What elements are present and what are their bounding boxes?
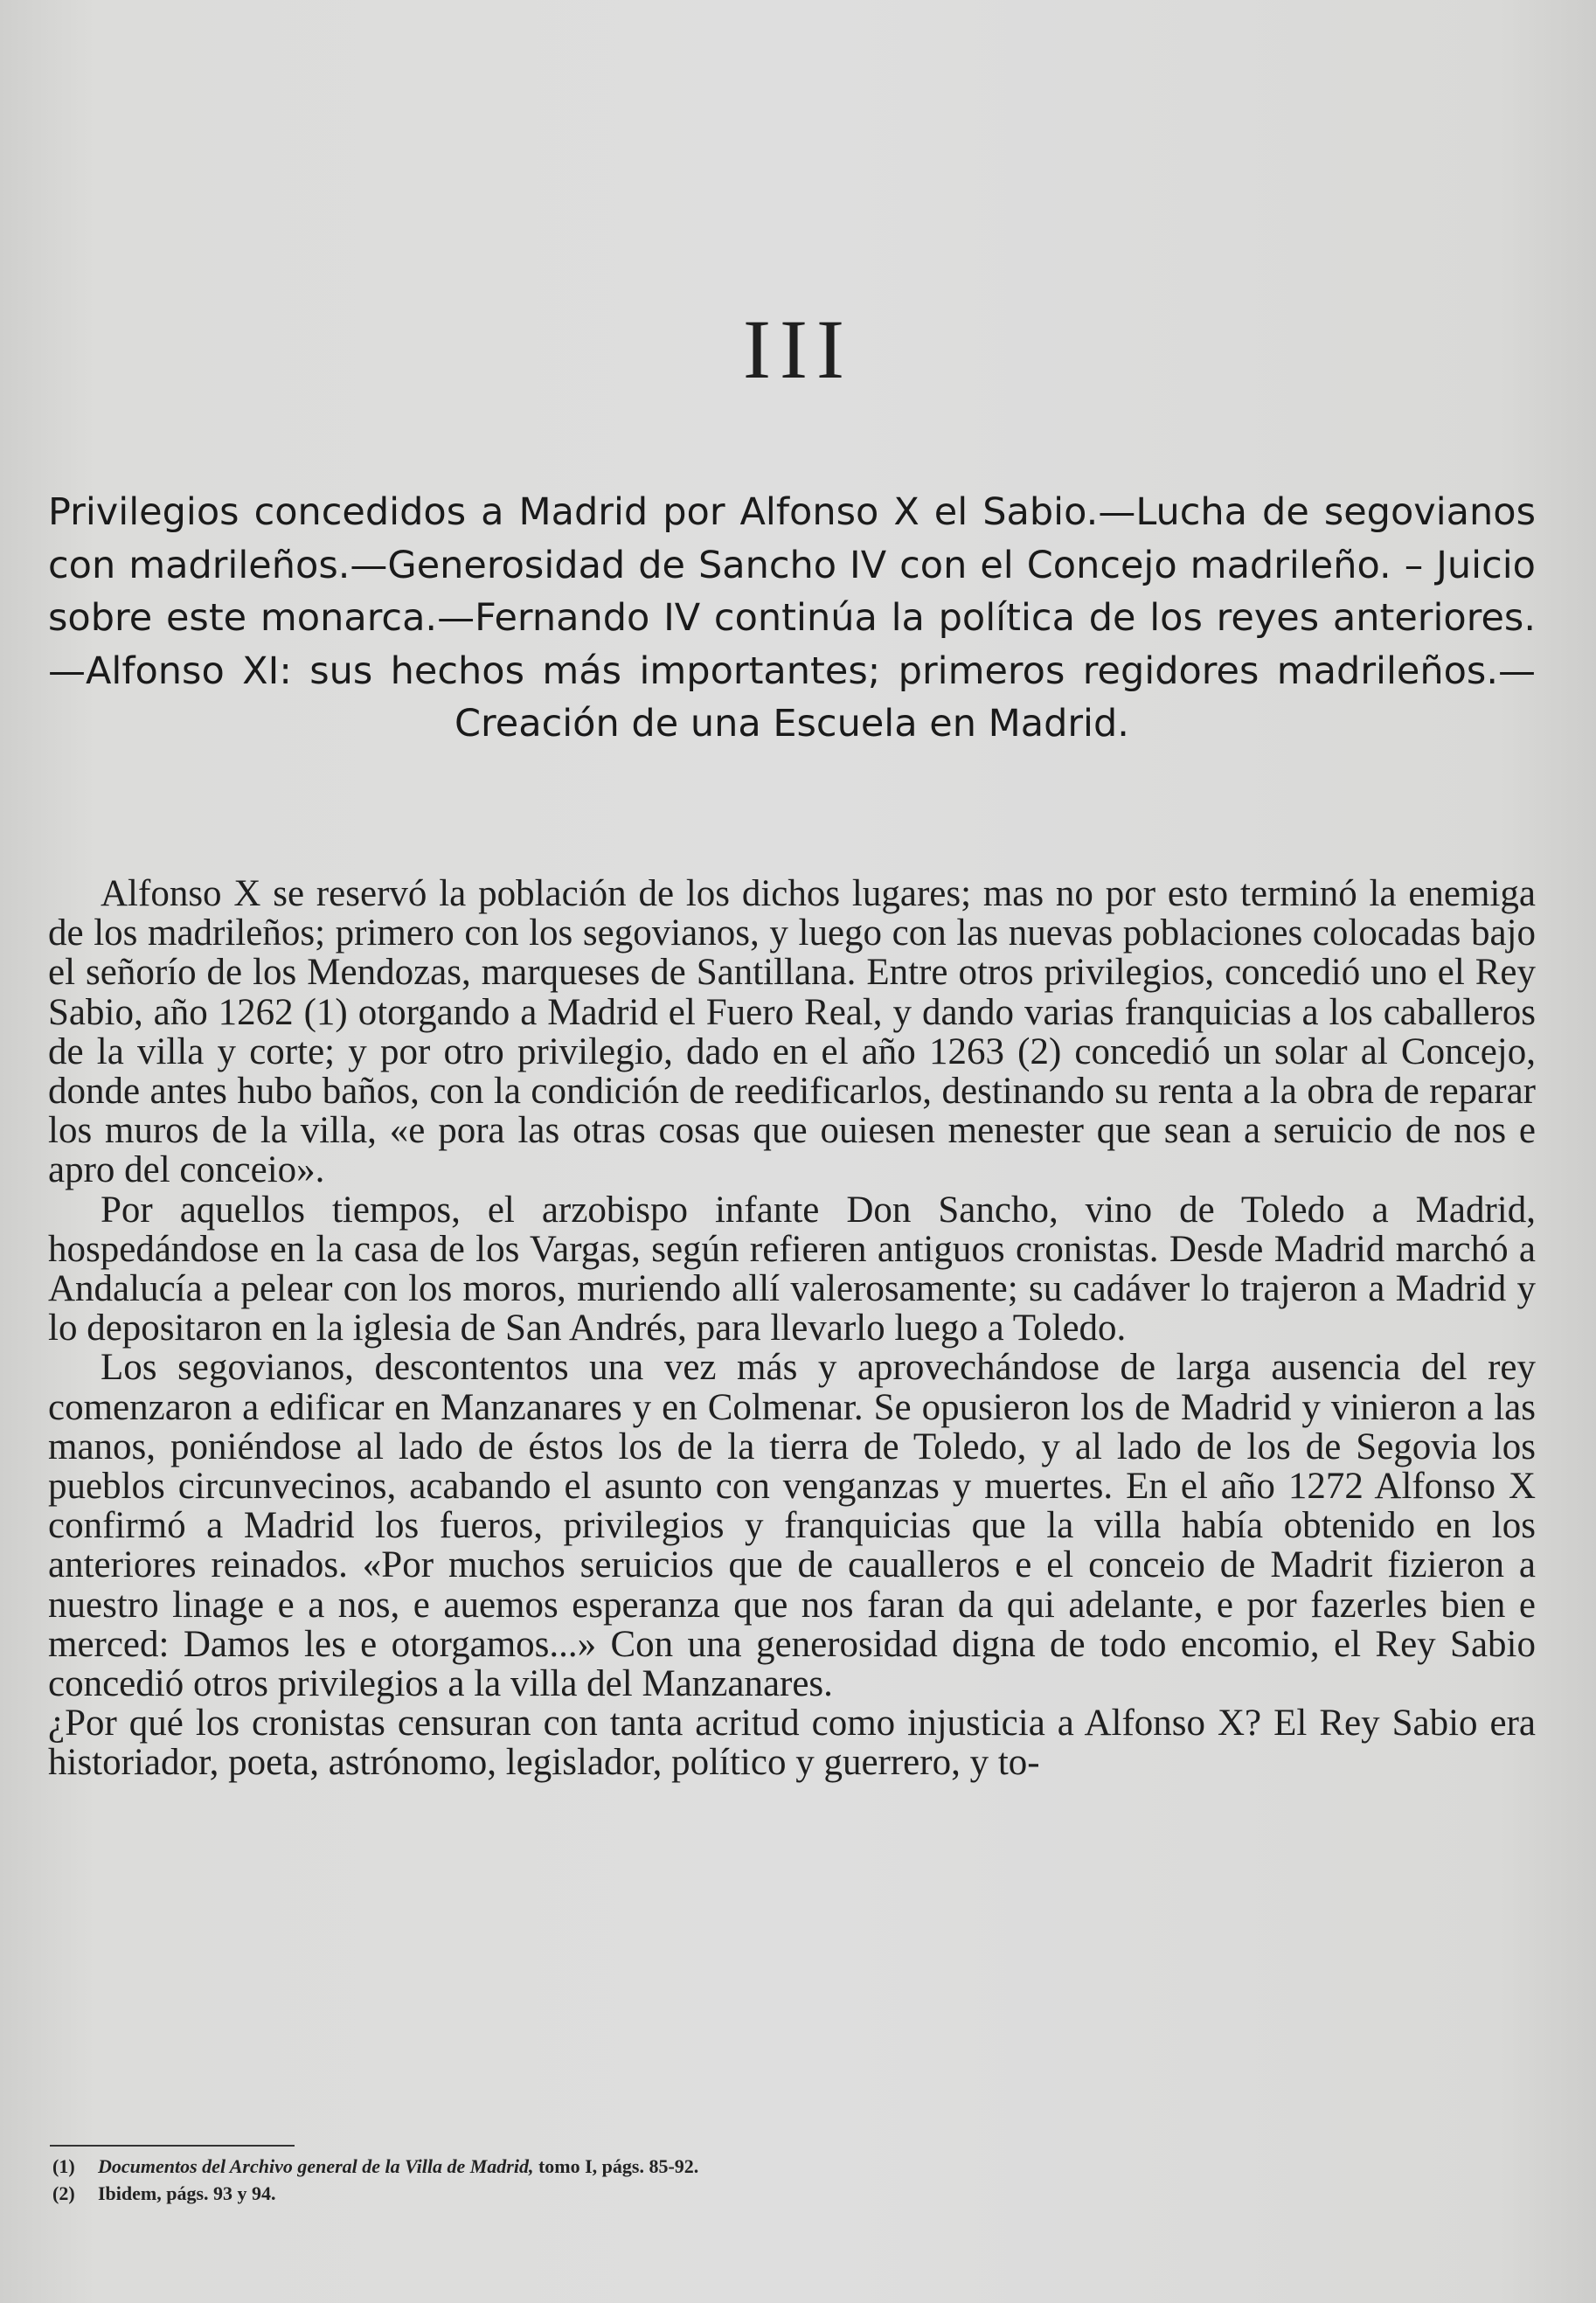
footnote-2 (52, 2180, 1451, 2207)
body-text (48, 874, 1536, 1783)
footnote-1 (52, 2153, 1451, 2180)
footnote-mark: (2) (52, 2182, 75, 2204)
footnote-mark: (1) (52, 2155, 75, 2177)
chapter-summary: Privilegios concedidos a Madrid por Alfonso X el Sabio.—Lucha de segovianos con madrileños.—Generosidad de Sancho IV con el Concejo madrileño. – Juicio sobre este monarca.—Fernando IV continúa la política de los reyes anteriores.—Alfonso XI: sus hechos más importantes; primeros regidores madrileños.—Creación de una Escuela en Madrid. (48, 490, 1536, 746)
footnote-text (98, 2180, 276, 2207)
paragraph-4: ¿Por qué los cronistas censuran con tanta acritud como injusticia a Alfonso X? El Rey Sabio era historiador, poeta, astrónomo, legislador, político y guerrero, y to- (48, 1703, 1536, 1784)
footnote-divider (50, 2145, 295, 2147)
footnote-text (98, 2153, 698, 2180)
footnotes (52, 2153, 1451, 2207)
paragraph-2: Por aquellos tiempos, el arzobispo infante Don Sancho, vino de Toledo a Madrid, hospedándose en la casa de los Vargas, según refieren antiguos cronistas. Desde Madrid marchó a Andalucía a pelear con los moros, muriendo allí valerosamente; su cadáver lo trajeron a Madrid y lo depositaron en la iglesia de San Andrés, para llevarlo luego a Toledo. (48, 1189, 1536, 1349)
chapter-number: III (743, 302, 853, 396)
paragraph-1: Alfonso X se reservó la población de los dichos lugares; mas no por esto terminó la enemiga de los madrileños; primero con los segovianos, y luego con las nuevas poblaciones colocadas bajo el señorío de los Mendozas, marqueses de Santillana. Entre otros privilegios, concedió uno el Rey Sabio, año 1262 (1) otorgando a Madrid el Fuero Real, y dando varias franquicias a los caballeros de la villa y corte; y por otro privilegio, dado en el año 1263 (2) concedió un solar al Concejo, donde antes hubo baños, con la condición de reedificarlos, destinando su renta a la obra de reparar los muros de la villa, «e pora las otras cosas que ouiesen menester que sean a seruicio de nos e apro del conceio». (48, 873, 1536, 1191)
footnote-source-title: Documentos del Archivo general de la Villa de Madrid, (98, 2155, 534, 2177)
footnote-source-detail: Ibidem, págs. 93 y 94. (98, 2182, 276, 2204)
paragraph-3: Los segovianos, descontentos una vez más y aprovechándose de larga ausencia del rey comenzaron a edificar en Manzanares y en Colmenar. Se opusieron los de Madrid y vinieron a las manos, poniéndose al lado de éstos los de la tierra de Toledo, y al lado de los de Segovia los pueblos circunvecinos, acabando el asunto con venganzas y muertes. En el año 1272 Alfonso X confirmó a Madrid los fueros, privilegios y franquicias que la villa había obtenido en los anteriores reinados. «Por muchos seruicios que de caualleros e el conceio de Madrit fizieron a nuestro linage e a nos, e auemos esperanza que nos faran da qui adelante, e por fazerles bien e merced: Damos les e otorgamos...» Con una generosidad digna de todo encomio, el Rey Sabio concedió otros privilegios a la villa del Manzanares. (48, 1347, 1536, 1705)
footnote-source-detail: tomo I, págs. 85-92. (538, 2155, 699, 2177)
